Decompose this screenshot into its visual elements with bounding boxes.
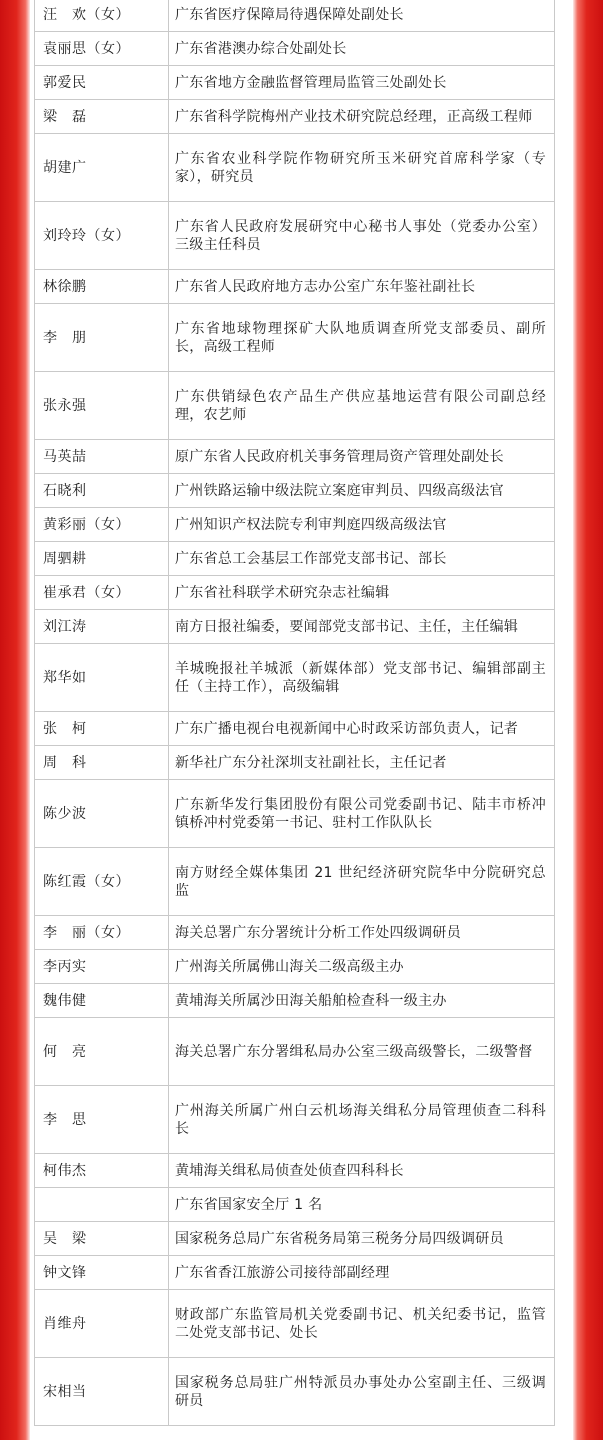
- person-position: 广东省总工会基层工作部党支部书记、部长: [169, 542, 555, 576]
- person-name: 柯伟杰: [35, 1154, 169, 1188]
- table-row: [35, 984, 555, 1018]
- person-position: 海关总署广东分署缉私局办公室三级高级警长，二级警督: [169, 1018, 555, 1086]
- person-name: 郑华如: [35, 644, 169, 712]
- person-name: 张永强: [35, 372, 169, 440]
- person-name: 袁丽思（女）: [35, 32, 169, 66]
- person-name: 郭爱民: [35, 66, 169, 100]
- person-name: 李丙实: [35, 950, 169, 984]
- person-position: 南方日报社编委，要闻部党支部书记、主任，主任编辑: [169, 610, 555, 644]
- person-position: 广东省人民政府地方志办公室广东年鉴社副社长: [169, 270, 555, 304]
- person-position: 广东广播电视台电视新闻中心时政采访部负责人，记者: [169, 712, 555, 746]
- person-name: 周驷耕: [35, 542, 169, 576]
- person-name: 李 丽（女）: [35, 916, 169, 950]
- table-row: [35, 848, 555, 916]
- person-position: 广东省农业科学院作物研究所玉米研究首席科学家（专家），研究员: [169, 134, 555, 202]
- table-row: [35, 1018, 555, 1086]
- person-name: 胡建广: [35, 134, 169, 202]
- person-name: 黄彩丽（女）: [35, 508, 169, 542]
- table-row: [35, 746, 555, 780]
- person-position: 广东省社科联学术研究杂志社编辑: [169, 576, 555, 610]
- person-name: [35, 1188, 169, 1222]
- table-row: [35, 610, 555, 644]
- table-row: [35, 474, 555, 508]
- table-row: [35, 542, 555, 576]
- person-position: 广东省人民政府发展研究中心秘书人事处（党委办公室）三级主任科员: [169, 202, 555, 270]
- person-name: 魏伟健: [35, 984, 169, 1018]
- personnel-table-body: [35, 0, 555, 1426]
- table-row: [35, 100, 555, 134]
- person-position: 广州铁路运输中级法院立案庭审判员、四级高级法官: [169, 474, 555, 508]
- table-row: [35, 508, 555, 542]
- person-position: 广州海关所属佛山海关二级高级主办: [169, 950, 555, 984]
- table-row: [35, 950, 555, 984]
- table-row: [35, 32, 555, 66]
- person-position: 广东省香江旅游公司接待部副经理: [169, 1256, 555, 1290]
- person-name: 张 柯: [35, 712, 169, 746]
- table-row: [35, 1086, 555, 1154]
- right-red-border: [573, 0, 603, 1440]
- person-position: 海关总署广东分署统计分析工作处四级调研员: [169, 916, 555, 950]
- table-row: [35, 576, 555, 610]
- table-row: [35, 712, 555, 746]
- person-position: 广东省科学院梅州产业技术研究院总经理，正高级工程师: [169, 100, 555, 134]
- person-position: 国家税务总局广东省税务局第三税务分局四级调研员: [169, 1222, 555, 1256]
- table-row: [35, 1154, 555, 1188]
- person-name: 马英喆: [35, 440, 169, 474]
- person-name: 李 朋: [35, 304, 169, 372]
- person-name: 周 科: [35, 746, 169, 780]
- person-name: 陈红霞（女）: [35, 848, 169, 916]
- table-row: [35, 304, 555, 372]
- person-name: 陈少波: [35, 780, 169, 848]
- person-position: 广东省地方金融监督管理局监管三处副处长: [169, 66, 555, 100]
- person-position: 广东新华发行集团股份有限公司党委副书记、陆丰市桥冲镇桥冲村党委第一书记、驻村工作队队长: [169, 780, 555, 848]
- table-row: [35, 644, 555, 712]
- person-name: 林徐鹏: [35, 270, 169, 304]
- table-row: [35, 916, 555, 950]
- person-position: 广东省国家安全厅 1 名: [169, 1188, 555, 1222]
- person-name: 钟文锋: [35, 1256, 169, 1290]
- table-row: [35, 1222, 555, 1256]
- table-row: [35, 0, 555, 32]
- person-name: 刘玲玲（女）: [35, 202, 169, 270]
- person-name: 崔承君（女）: [35, 576, 169, 610]
- left-red-border: [0, 0, 30, 1440]
- table-row: [35, 780, 555, 848]
- table-row: [35, 1290, 555, 1358]
- person-position: 广州海关所属广州白云机场海关缉私分局管理侦查二科科长: [169, 1086, 555, 1154]
- person-position: 南方财经全媒体集团 21 世纪经济研究院华中分院研究总监: [169, 848, 555, 916]
- person-position: 原广东省人民政府机关事务管理局资产管理处副处长: [169, 440, 555, 474]
- table-row: [35, 372, 555, 440]
- table-row: [35, 440, 555, 474]
- personnel-table: [34, 0, 555, 1426]
- person-position: 广州知识产权法院专利审判庭四级高级法官: [169, 508, 555, 542]
- person-name: 梁 磊: [35, 100, 169, 134]
- person-position: 黄埔海关所属沙田海关船舶检查科一级主办: [169, 984, 555, 1018]
- table-row: [35, 1188, 555, 1222]
- person-name: 肖维舟: [35, 1290, 169, 1358]
- person-name: 汪 欢（女）: [35, 0, 169, 32]
- person-position: 广东省地球物理探矿大队地质调查所党支部委员、副所长，高级工程师: [169, 304, 555, 372]
- person-name: 吴 梁: [35, 1222, 169, 1256]
- person-name: 李 思: [35, 1086, 169, 1154]
- table-row: [35, 1358, 555, 1426]
- person-name: 石晓利: [35, 474, 169, 508]
- person-position: 广东省港澳办综合处副处长: [169, 32, 555, 66]
- table-row: [35, 1256, 555, 1290]
- document-page: [34, 0, 554, 1440]
- table-row: [35, 66, 555, 100]
- table-row: [35, 134, 555, 202]
- table-row: [35, 202, 555, 270]
- person-position: 黄埔海关缉私局侦查处侦查四科科长: [169, 1154, 555, 1188]
- person-name: 宋相当: [35, 1358, 169, 1426]
- person-position: 国家税务总局驻广州特派员办事处办公室副主任、三级调研员: [169, 1358, 555, 1426]
- table-row: [35, 270, 555, 304]
- person-position: 广东供销绿色农产品生产供应基地运营有限公司副总经理，农艺师: [169, 372, 555, 440]
- person-name: 何 亮: [35, 1018, 169, 1086]
- person-position: 羊城晚报社羊城派（新媒体部）党支部书记、编辑部副主任（主持工作），高级编辑: [169, 644, 555, 712]
- person-position: 广东省医疗保障局待遇保障处副处长: [169, 0, 555, 32]
- person-position: 财政部广东监管局机关党委副书记、机关纪委书记，监管二处党支部书记、处长: [169, 1290, 555, 1358]
- person-position: 新华社广东分社深圳支社副社长，主任记者: [169, 746, 555, 780]
- person-name: 刘江涛: [35, 610, 169, 644]
